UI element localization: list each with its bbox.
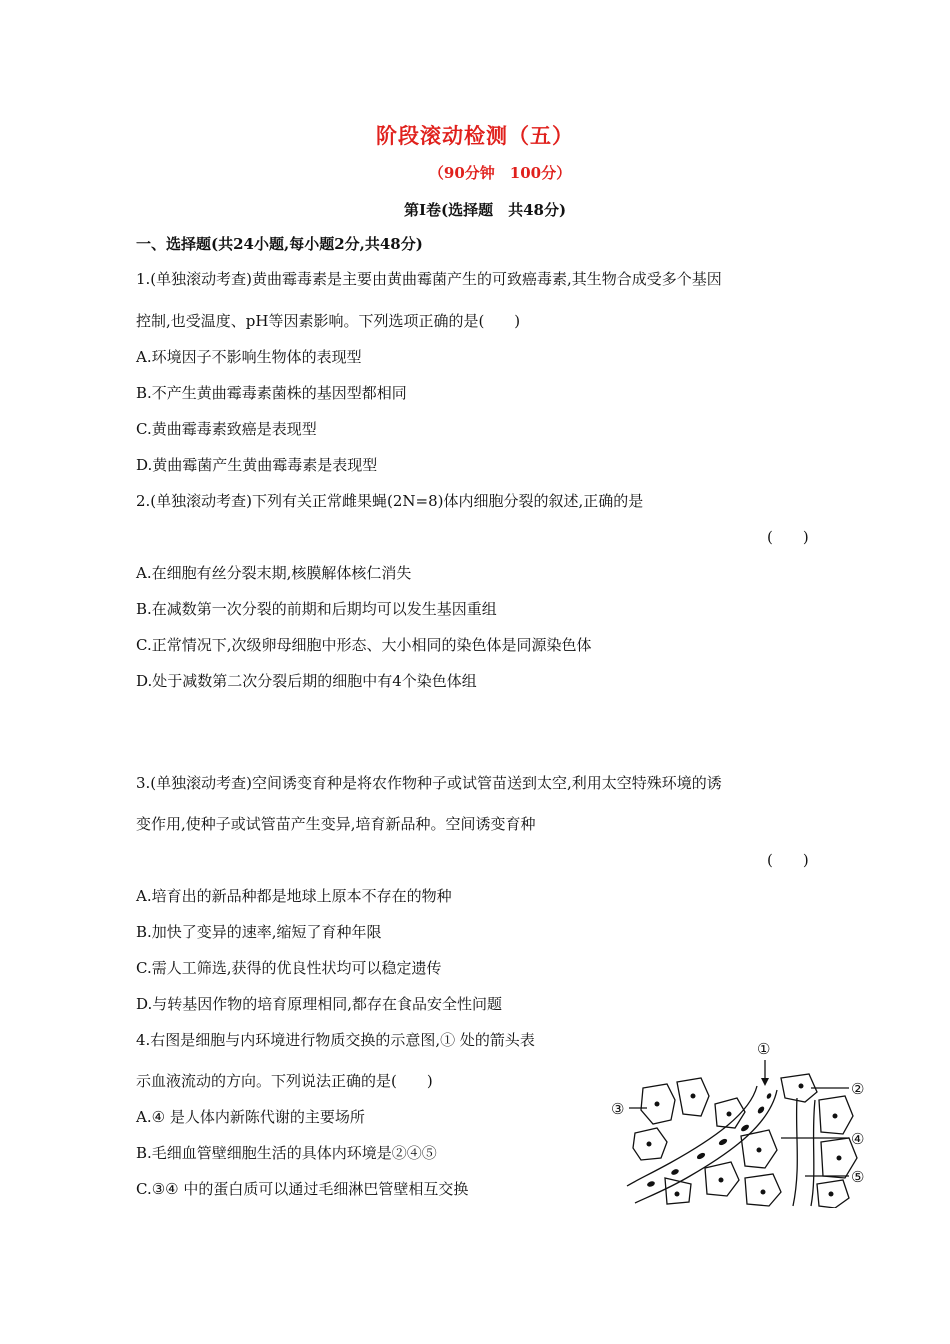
- page-title: 阶段滚动检测（五）: [376, 123, 574, 148]
- part-heading: 一、选择题(共24小题,每小题2分,共48分): [136, 235, 423, 253]
- q1-stem-line-1: 1.(单独滚动考查)黄曲霉毒素是主要由黄曲霉菌产生的可致癌毒素,其生物合成受多个基因: [136, 270, 722, 288]
- q1-option-b: B.不产生黄曲霉毒素菌株的基因型都相同: [136, 384, 407, 402]
- q1-option-c: C.黄曲霉毒素致癌是表现型: [136, 420, 317, 438]
- q3-option-a: A.培育出的新品种都是地球上原本不存在的物种: [136, 887, 452, 905]
- figure-label-5: ⑤: [851, 1168, 865, 1186]
- figure-label-1: ①: [757, 1040, 771, 1058]
- tissue-exchange-diagram: [605, 1038, 885, 1208]
- q1-option-d: D.黄曲霉菌产生黄曲霉毒素是表现型: [136, 456, 378, 474]
- q4-stem-line-2: 示血液流动的方向。下列说法正确的是( ): [136, 1072, 433, 1090]
- q3-answer-paren: ( ): [767, 851, 809, 869]
- q3-option-b: B.加快了变异的速率,缩短了育种年限: [136, 923, 382, 941]
- figure-label-4: ④: [851, 1130, 865, 1148]
- figure-label-2: ②: [851, 1080, 865, 1098]
- q1-stem-line-2: 控制,也受温度、pH等因素影响。下列选项正确的是( ): [136, 312, 521, 330]
- q2-stem-line-1: 2.(单独滚动考查)下列有关正常雌果蝇(2N=8)体内细胞分裂的叙述,正确的是: [136, 492, 644, 510]
- figure-label-3: ③: [611, 1100, 625, 1118]
- tissue-cell: [665, 1178, 691, 1204]
- q3-option-d: D.与转基因作物的培育原理相同,都存在食品安全性问题: [136, 995, 503, 1013]
- q2-option-d: D.处于减数第二次分裂后期的细胞中有4个染色体组: [136, 672, 477, 690]
- capillary-wall-upper: [627, 1086, 757, 1186]
- q4-option-a: A.④ 是人体内新陈代谢的主要场所: [136, 1108, 365, 1126]
- q4-stem-line-1: 4.右图是细胞与内环境进行物质交换的示意图,① 处的箭头表: [136, 1031, 535, 1049]
- q3-option-c: C.需人工筛选,获得的优良性状均可以稳定遗传: [136, 959, 442, 977]
- q3-stem-line-1: 3.(单独滚动考查)空间诱变育种是将农作物种子或试管苗送到太空,利用太空特殊环境的诱: [136, 774, 722, 792]
- blood-flow-arrowhead: [761, 1078, 769, 1086]
- lymph-wall-left: [793, 1098, 797, 1206]
- exam-duration-score: （90分钟 100分）: [428, 164, 572, 182]
- q2-option-c: C.正常情况下,次级卵母细胞中形态、大小相同的染色体是同源染色体: [136, 636, 592, 654]
- q4-option-c: C.③④ 中的蛋白质可以通过毛细淋巴管壁相互交换: [136, 1180, 469, 1198]
- q2-answer-paren: ( ): [767, 528, 809, 546]
- section-heading: 第Ⅰ卷(选择题 共48分): [403, 201, 567, 219]
- q3-stem-line-2: 变作用,使种子或试管苗产生变异,培育新品种。空间诱变育种: [136, 815, 536, 833]
- q1-option-a: A.环境因子不影响生物体的表现型: [136, 348, 362, 366]
- q4-option-b: B.毛细血管壁细胞生活的具体内环境是②④⑤: [136, 1144, 437, 1162]
- q2-option-a: A.在细胞有丝分裂末期,核膜解体核仁消失: [136, 564, 412, 582]
- q2-option-b: B.在减数第一次分裂的前期和后期均可以发生基因重组: [136, 600, 497, 618]
- lymph-wall-right: [811, 1100, 815, 1206]
